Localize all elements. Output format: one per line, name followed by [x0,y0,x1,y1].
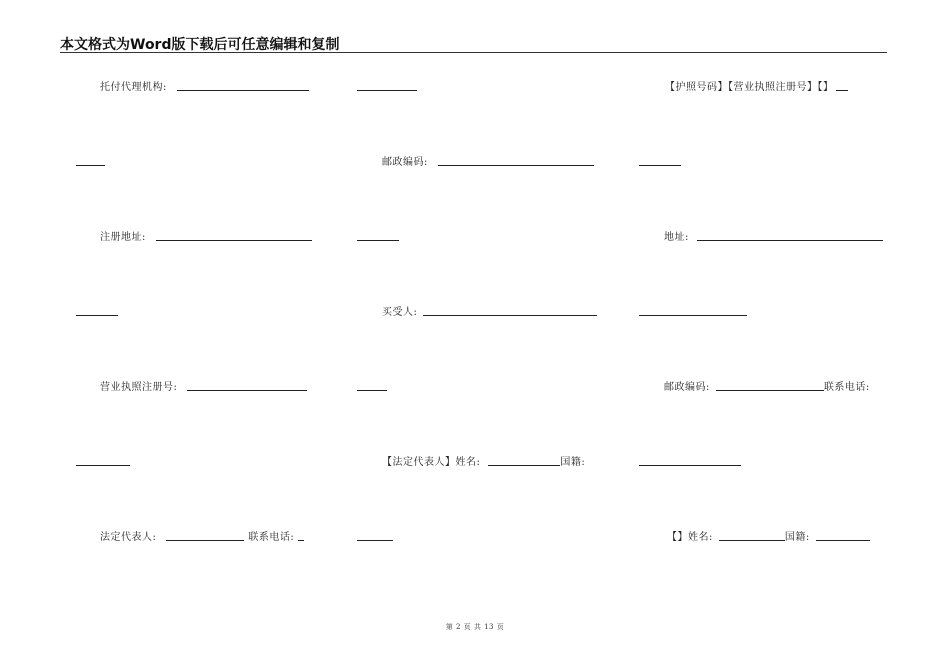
license-field [100,379,307,393]
phone-left-blank[interactable] [298,540,304,541]
bracket-name-label: 【】姓名: [667,532,713,543]
legal-rep-name-blank[interactable] [488,465,560,466]
passport-blank[interactable] [836,90,848,91]
blank-line[interactable] [639,465,741,466]
reg-address-blank[interactable] [156,240,312,241]
blank-line[interactable] [639,315,747,316]
header-title: 本文格式为Word版下载后可任意编辑和复制 [60,37,340,53]
legal-rep-field [100,529,304,543]
legal-rep-bracket-label: 【法定代表人】姓名: [382,457,481,468]
legal-rep-blank[interactable] [166,540,244,541]
postal-right-label: 邮政编码: [664,382,710,393]
license-blank[interactable] [187,390,307,391]
address-field [664,229,883,243]
agent-label: 托付代理机构: [100,82,167,93]
page-footer: 第 2 页 共 13 页 [445,623,505,631]
blank-line[interactable] [76,165,105,166]
passport-field [665,79,848,93]
bracket-name-blank[interactable] [719,540,785,541]
phone-right-label: 联系电话: [823,382,870,393]
header-divider [60,52,887,53]
agent-blank[interactable] [177,90,309,91]
nationality-right-blank[interactable] [816,540,870,541]
phone-left-label: 联系电话: [248,532,295,543]
blank-line[interactable] [76,465,130,466]
reg-address-field [100,229,312,243]
blank-line[interactable] [76,315,118,316]
legal-rep-label: 法定代表人: [100,532,157,543]
address-blank[interactable] [697,240,883,241]
license-label: 营业执照注册号: [100,382,178,393]
blank-line[interactable] [357,240,399,241]
postal-mid-label: 邮政编码: [382,157,428,168]
blank-line[interactable] [639,165,681,166]
buyer-field [382,304,597,318]
legal-rep-bracket-field [382,454,585,468]
nationality-right-label: 国籍: [784,532,810,543]
postal-mid-field [382,154,594,168]
nationality-mid-label: 国籍: [560,457,586,468]
blank-line[interactable] [357,540,393,541]
postal-mid-blank[interactable] [438,165,594,166]
reg-address-label: 注册地址: [100,232,146,243]
buyer-blank[interactable] [423,315,597,316]
buyer-label: 买受人: [382,307,418,318]
postal-right-blank[interactable] [716,390,824,391]
bracket-name-field [667,529,870,543]
passport-label: 【护照号码】【营业执照注册号】【】 [665,82,834,93]
agent-field [100,79,309,93]
postal-phone-field [664,379,870,393]
blank-line[interactable] [357,390,387,391]
blank-line[interactable] [357,90,417,91]
address-label: 地址: [664,232,689,243]
